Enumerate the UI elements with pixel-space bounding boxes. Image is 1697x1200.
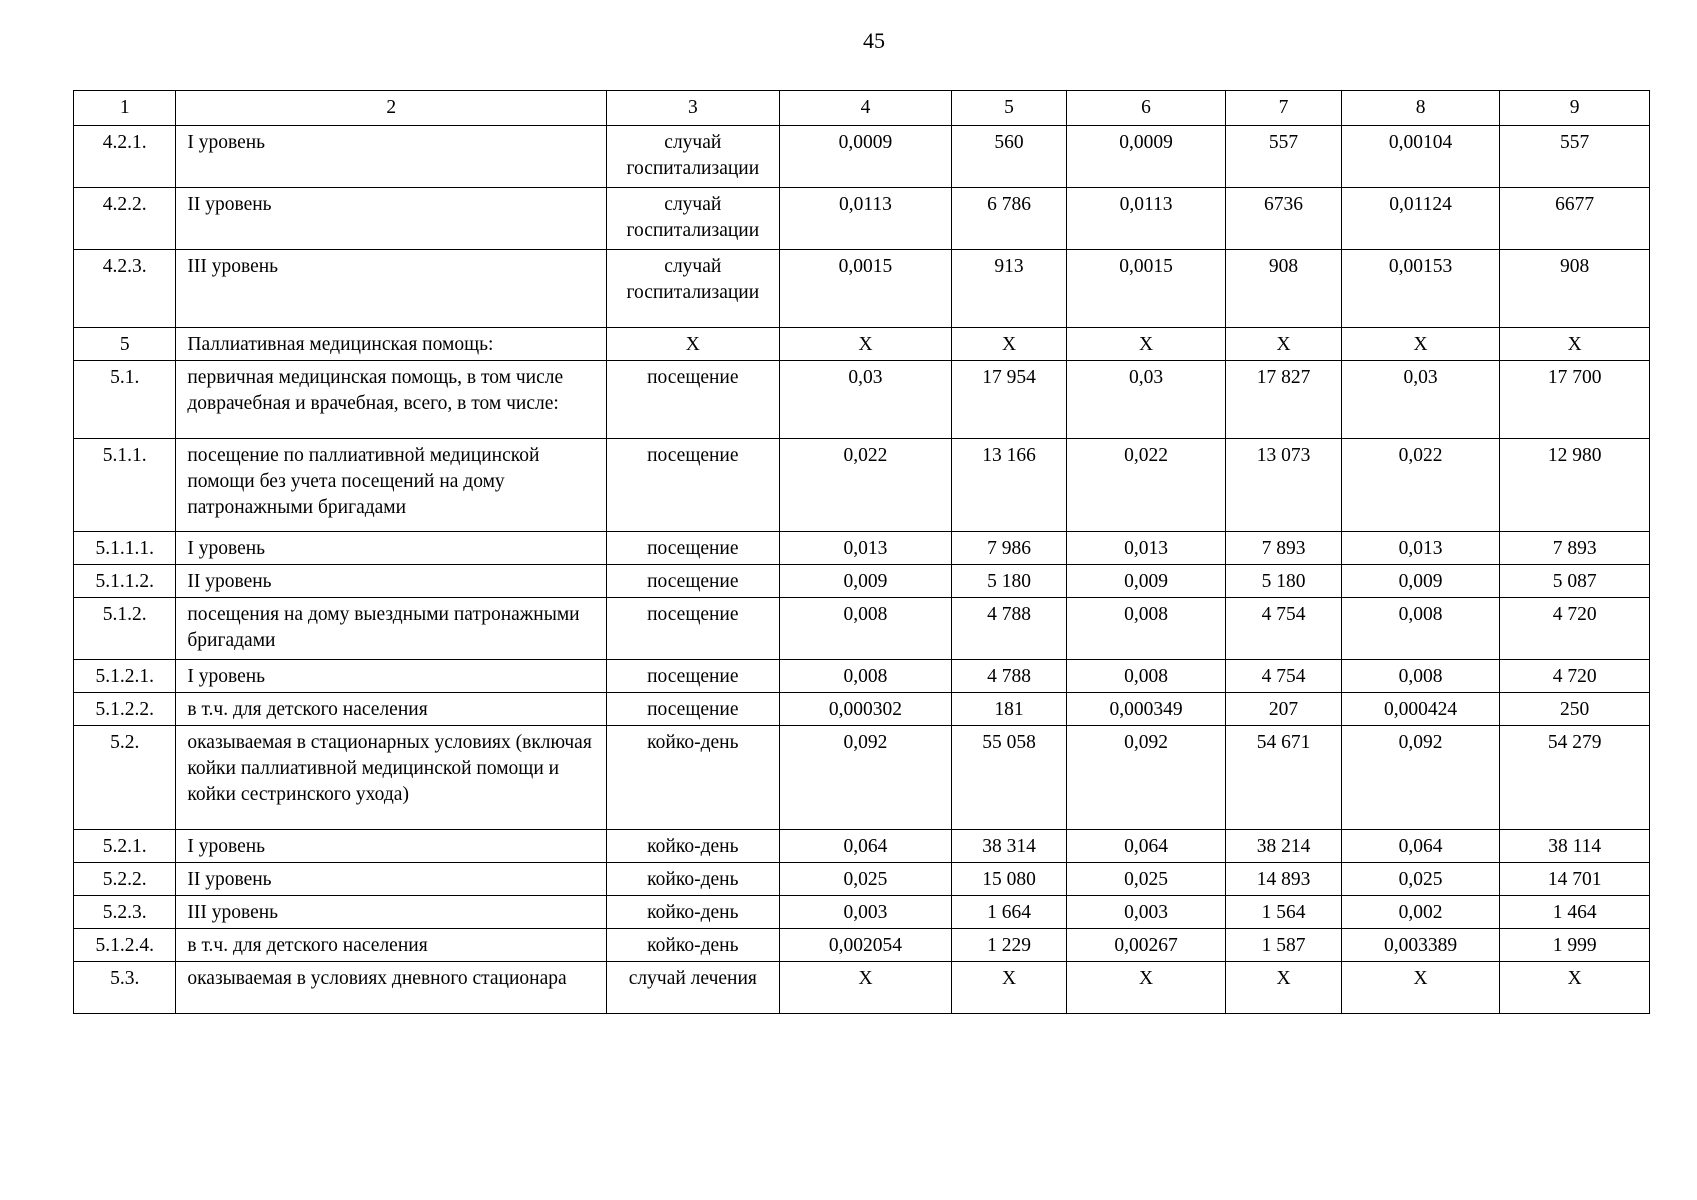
row-description: II уровень [176,188,607,250]
cell-col6: 0,008 [1066,598,1226,660]
cell-col8: 0,022 [1341,439,1500,532]
row-unit: Х [607,328,780,361]
cell-col4: 0,0009 [779,126,952,188]
row-number: 5.3. [74,962,176,1014]
row-number: 5.1.1.2. [74,565,176,598]
cell-col5: 4 788 [952,598,1066,660]
row-number: 5.1.2. [74,598,176,660]
cell-col5: 1 229 [952,929,1066,962]
row-unit: посещение [607,439,780,532]
row-unit: посещение [607,361,780,439]
row-number: 5.2.1. [74,830,176,863]
cell-col4: 0,03 [779,361,952,439]
column-header: 7 [1226,91,1341,126]
row-description: I уровень [176,660,607,693]
cell-col6: 0,003 [1066,896,1226,929]
cell-col5: 55 058 [952,726,1066,830]
cell-col8: 0,092 [1341,726,1500,830]
cell-col7: 7 893 [1226,532,1341,565]
cell-col7: 4 754 [1226,660,1341,693]
cell-col8: 0,008 [1341,598,1500,660]
cell-col8: 0,009 [1341,565,1500,598]
cell-col9: 557 [1500,126,1650,188]
row-number: 5.1.2.4. [74,929,176,962]
cell-col7: 6736 [1226,188,1341,250]
row-unit: койко-день [607,830,780,863]
cell-col8: 0,002 [1341,896,1500,929]
cell-col6: 0,009 [1066,565,1226,598]
row-number: 5.1.2.2. [74,693,176,726]
row-unit: койко-день [607,929,780,962]
table-row [74,188,1650,250]
cell-col7: 908 [1226,250,1341,328]
cell-col9: 1 999 [1500,929,1650,962]
cell-col9: 5 087 [1500,565,1650,598]
cell-col5: Х [952,962,1066,1014]
cell-col8: 0,00104 [1341,126,1500,188]
column-header: 4 [779,91,952,126]
cell-col9: 250 [1500,693,1650,726]
cell-col8: 0,064 [1341,830,1500,863]
cell-col6: Х [1066,962,1226,1014]
row-description: в т.ч. для детского населения [176,693,607,726]
cell-col4: 0,0113 [779,188,952,250]
cell-col7: 54 671 [1226,726,1341,830]
cell-col4: 0,064 [779,830,952,863]
cell-col9: 6677 [1500,188,1650,250]
cell-col4: Х [779,328,952,361]
row-number: 5.1.1.1. [74,532,176,565]
cell-col4: 0,009 [779,565,952,598]
row-description: оказываемая в стационарных условиях (включая койки паллиативной медицинской помощи и койки сестринского ухода) [176,726,607,830]
cell-col9: 54 279 [1500,726,1650,830]
column-header: 2 [176,91,607,126]
column-header: 6 [1066,91,1226,126]
cell-col5: 560 [952,126,1066,188]
cell-col5: 6 786 [952,188,1066,250]
cell-col5: 913 [952,250,1066,328]
cell-col7: 17 827 [1226,361,1341,439]
row-description: посещения на дому выездными патронажными бригадами [176,598,607,660]
column-header: 1 [74,91,176,126]
cell-col6: 0,025 [1066,863,1226,896]
row-unit: случай госпитализации [607,126,780,188]
table-row [74,328,1650,361]
cell-col5: 15 080 [952,863,1066,896]
cell-col7: Х [1226,328,1341,361]
cell-col9: 4 720 [1500,660,1650,693]
table-row [74,830,1650,863]
cell-col5: 4 788 [952,660,1066,693]
cell-col4: 0,0015 [779,250,952,328]
row-unit: койко-день [607,863,780,896]
row-description: Паллиативная медицинская помощь: [176,328,607,361]
cell-col4: Х [779,962,952,1014]
cell-col7: 13 073 [1226,439,1341,532]
cell-col8: 0,00153 [1341,250,1500,328]
cell-col4: 0,008 [779,660,952,693]
row-description: посещение по паллиативной медицинской помощи без учета посещений на дому патронажными бригадами [176,439,607,532]
cell-col7: 207 [1226,693,1341,726]
row-number: 5.2.3. [74,896,176,929]
table-row [74,532,1650,565]
table-row [74,896,1650,929]
table-row [74,439,1650,532]
cell-col6: 0,00267 [1066,929,1226,962]
column-header: 8 [1341,91,1500,126]
table-row [74,726,1650,830]
table-row [74,126,1650,188]
cell-col4: 0,025 [779,863,952,896]
cell-col9: 4 720 [1500,598,1650,660]
cell-col8: 0,000424 [1341,693,1500,726]
table-row [74,598,1650,660]
cell-col7: 4 754 [1226,598,1341,660]
table-row [74,361,1650,439]
row-description: I уровень [176,126,607,188]
cell-col6: 0,0009 [1066,126,1226,188]
cell-col7: 38 214 [1226,830,1341,863]
row-description: III уровень [176,896,607,929]
cell-col9: 1 464 [1500,896,1650,929]
table-row [74,962,1650,1014]
cell-col9: Х [1500,962,1650,1014]
cell-col5: Х [952,328,1066,361]
column-header: 9 [1500,91,1650,126]
cell-col6: 0,022 [1066,439,1226,532]
cell-col7: Х [1226,962,1341,1014]
row-unit: посещение [607,532,780,565]
row-number: 4.2.2. [74,188,176,250]
row-number: 5.1.2.1. [74,660,176,693]
cell-col4: 0,003 [779,896,952,929]
row-number: 5.2.2. [74,863,176,896]
row-description: первичная медицинская помощь, в том числе доврачебная и врачебная, всего, в том числе: [176,361,607,439]
table-row [74,660,1650,693]
cell-col8: 0,003389 [1341,929,1500,962]
row-unit: посещение [607,693,780,726]
cell-col9: 12 980 [1500,439,1650,532]
row-number: 5.1. [74,361,176,439]
cell-col9: Х [1500,328,1650,361]
cell-col4: 0,022 [779,439,952,532]
table-row [74,863,1650,896]
row-description: оказываемая в условиях дневного стационара [176,962,607,1014]
row-unit: случай госпитализации [607,188,780,250]
cell-col8: Х [1341,328,1500,361]
cell-col6: 0,064 [1066,830,1226,863]
row-unit: посещение [607,565,780,598]
page-number: 45 [863,28,885,53]
cell-col8: 0,013 [1341,532,1500,565]
cell-col5: 38 314 [952,830,1066,863]
cell-col7: 5 180 [1226,565,1341,598]
cell-col5: 5 180 [952,565,1066,598]
cell-col7: 1 587 [1226,929,1341,962]
row-description: III уровень [176,250,607,328]
cell-col4: 0,000302 [779,693,952,726]
column-header: 3 [607,91,780,126]
cell-col9: 908 [1500,250,1650,328]
cell-col7: 14 893 [1226,863,1341,896]
cell-col7: 1 564 [1226,896,1341,929]
row-unit: случай госпитализации [607,250,780,328]
row-description: II уровень [176,565,607,598]
cell-col5: 1 664 [952,896,1066,929]
cell-col8: 0,01124 [1341,188,1500,250]
cell-col6: 0,0015 [1066,250,1226,328]
cell-col4: 0,013 [779,532,952,565]
cell-col5: 7 986 [952,532,1066,565]
row-description: I уровень [176,830,607,863]
row-number: 4.2.1. [74,126,176,188]
row-number: 5.1.1. [74,439,176,532]
cell-col4: 0,092 [779,726,952,830]
cell-col5: 13 166 [952,439,1066,532]
cell-col4: 0,002054 [779,929,952,962]
cell-col5: 17 954 [952,361,1066,439]
cell-col8: 0,03 [1341,361,1500,439]
cell-col9: 7 893 [1500,532,1650,565]
cell-col9: 38 114 [1500,830,1650,863]
data-table [73,90,1650,1014]
cell-col8: Х [1341,962,1500,1014]
row-unit: посещение [607,660,780,693]
row-number: 5.2. [74,726,176,830]
table-row [74,693,1650,726]
cell-col5: 181 [952,693,1066,726]
row-description: в т.ч. для детского населения [176,929,607,962]
cell-col9: 14 701 [1500,863,1650,896]
cell-col6: 0,03 [1066,361,1226,439]
cell-col6: 0,092 [1066,726,1226,830]
row-unit: койко-день [607,726,780,830]
cell-col6: 0,0113 [1066,188,1226,250]
table-row [74,929,1650,962]
table-row [74,565,1650,598]
row-description: I уровень [176,532,607,565]
cell-col6: 0,013 [1066,532,1226,565]
row-unit: посещение [607,598,780,660]
row-unit: койко-день [607,896,780,929]
cell-col6: 0,000349 [1066,693,1226,726]
column-header: 5 [952,91,1066,126]
table-header-row [74,91,1650,126]
row-description: II уровень [176,863,607,896]
cell-col7: 557 [1226,126,1341,188]
cell-col8: 0,008 [1341,660,1500,693]
row-number: 5 [74,328,176,361]
row-number: 4.2.3. [74,250,176,328]
row-unit: случай лечения [607,962,780,1014]
cell-col9: 17 700 [1500,361,1650,439]
table-row [74,250,1650,328]
cell-col6: 0,008 [1066,660,1226,693]
cell-col4: 0,008 [779,598,952,660]
cell-col8: 0,025 [1341,863,1500,896]
cell-col6: Х [1066,328,1226,361]
